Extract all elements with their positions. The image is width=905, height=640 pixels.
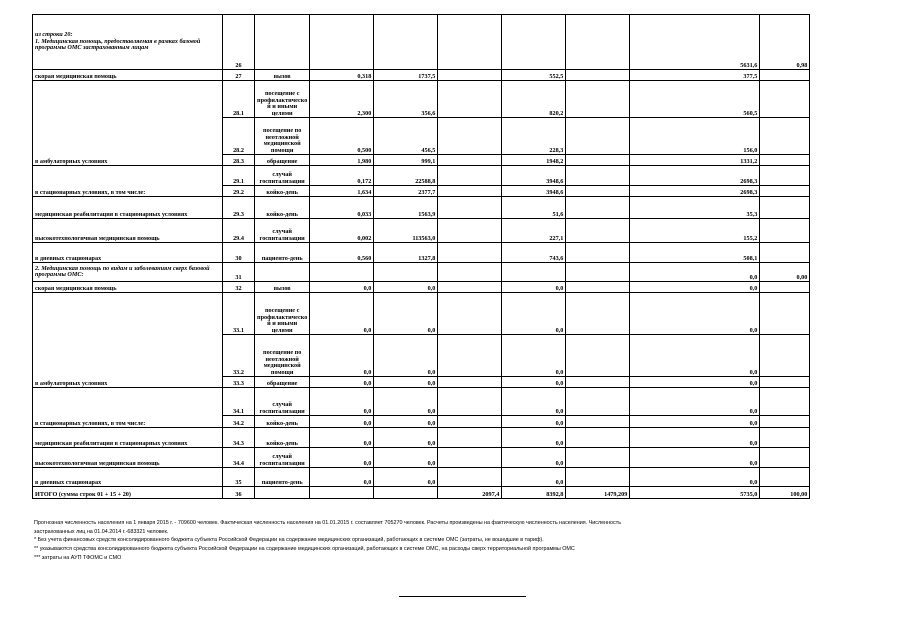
row-number: 28.2 <box>223 118 255 155</box>
value-cell <box>438 428 502 448</box>
value-cell: 0,0 <box>310 282 374 293</box>
value-cell <box>438 186 502 197</box>
value-cell: 227,1 <box>502 219 566 243</box>
footnote-star-1: * Без учета финансовых средств консолидированного бюджета субъекта Российской Федерации на содержание медицинских организаций, работающих в системе ОМС (затраты, не вошедшие в тариф). <box>34 537 544 544</box>
footnote-population: Прогнозная численность населения на 1 января 2015 г. - 709600 человек. Фактическая численность населения на 01.01.2015 г. составляет 705270 человек. Расчеты произведены на фактическую численность населения. Численность <box>34 520 622 526</box>
value-cell: 0,0 <box>310 448 374 468</box>
row-label: в амбулаторных условиях <box>33 293 223 388</box>
table-row <box>33 282 810 293</box>
value-cell: 0,0 <box>630 416 760 428</box>
value-cell: 0,0 <box>374 335 438 377</box>
value-cell: 0,0 <box>374 416 438 428</box>
row-number: 31 <box>223 263 255 282</box>
row-label: из строки 20: 1. Медицинская помощь, предоставляемая в рамках базовой программы ОМС застрахованным лицам <box>33 15 223 70</box>
value-cell: 0,0 <box>630 293 760 335</box>
value-cell: 0,0 <box>374 468 438 487</box>
value-cell: 2377,7 <box>374 186 438 197</box>
unit-cell: посещение по неотложной медицинской помощи <box>255 118 310 155</box>
value-cell: 552,5 <box>502 70 566 81</box>
row-number: 32 <box>223 282 255 293</box>
value-cell <box>566 468 630 487</box>
value-cell: 0,0 <box>374 428 438 448</box>
value-cell <box>438 197 502 219</box>
value-cell: 0,00 <box>760 263 810 282</box>
value-cell: 0,0 <box>374 388 438 416</box>
value-cell <box>566 388 630 416</box>
value-cell: 1948,2 <box>502 155 566 166</box>
value-cell: 2,300 <box>310 81 374 118</box>
value-cell: 0,0 <box>502 293 566 335</box>
row-number: 26 <box>223 15 255 70</box>
value-cell <box>760 118 810 155</box>
value-cell: 0,0 <box>310 416 374 428</box>
unit-cell: вызов <box>255 282 310 293</box>
table-row <box>33 166 810 186</box>
unit-cell: обращение <box>255 155 310 166</box>
row-label: в стационарных условиях, в том числе: <box>33 388 223 428</box>
value-cell <box>438 118 502 155</box>
value-cell: 0,0 <box>502 448 566 468</box>
value-cell: 0,0 <box>502 335 566 377</box>
value-cell <box>566 243 630 263</box>
value-cell: 0,0 <box>630 377 760 388</box>
value-cell <box>760 416 810 428</box>
value-cell <box>566 428 630 448</box>
row-label: в дневных стационарах <box>33 243 223 263</box>
value-cell <box>438 335 502 377</box>
value-cell: 155,2 <box>630 219 760 243</box>
unit-cell: случай госпитализации <box>255 166 310 186</box>
value-cell: 5631,6 <box>630 15 760 70</box>
signature-line <box>399 596 526 597</box>
row-number: 33.3 <box>223 377 255 388</box>
unit-cell: койко-день <box>255 197 310 219</box>
value-cell <box>310 487 374 499</box>
value-cell <box>566 282 630 293</box>
row-number: 35 <box>223 468 255 487</box>
row-label: медицинская реабилитация в стационарных условиях <box>33 197 223 219</box>
value-cell: 0,0 <box>630 468 760 487</box>
value-cell <box>760 388 810 416</box>
value-cell: 0,0 <box>502 428 566 448</box>
value-cell <box>760 70 810 81</box>
row-number: 33.2 <box>223 335 255 377</box>
row-number: 36 <box>223 487 255 499</box>
table-row <box>33 197 810 219</box>
value-cell <box>566 448 630 468</box>
row-number: 34.4 <box>223 448 255 468</box>
value-cell: 1479,209 <box>566 487 630 499</box>
row-label: ИТОГО (сумма строк 01 + 15 + 20) <box>33 487 223 499</box>
table-row <box>33 388 810 416</box>
value-cell: 22588,8 <box>374 166 438 186</box>
row-number: 33.1 <box>223 293 255 335</box>
value-cell <box>760 166 810 186</box>
value-cell: 35,3 <box>630 197 760 219</box>
value-cell: 2698,3 <box>630 166 760 186</box>
value-cell: 1327,8 <box>374 243 438 263</box>
value-cell <box>566 70 630 81</box>
row-number: 34.1 <box>223 388 255 416</box>
value-cell: 0,0 <box>374 282 438 293</box>
unit-cell: вызов <box>255 70 310 81</box>
footnote-star-2: ** указываются средства консолидированного бюджета субъекта Российской Федерации на содержание медицинских организаций, работающих в системе ОМС, на расходы сверх территориальной программы ОМС <box>34 545 575 552</box>
value-cell: 508,1 <box>630 243 760 263</box>
value-cell: 0,0 <box>310 468 374 487</box>
unit-cell <box>255 487 310 499</box>
row-label: медицинская реабилитация в стационарных условиях <box>33 428 223 448</box>
value-cell: 2698,3 <box>630 186 760 197</box>
total-row <box>33 487 810 499</box>
table-row <box>33 428 810 448</box>
value-cell: 0,0 <box>502 468 566 487</box>
value-cell: 0,0 <box>374 293 438 335</box>
value-cell <box>566 166 630 186</box>
unit-cell <box>255 15 310 70</box>
row-number: 29.1 <box>223 166 255 186</box>
value-cell: 0,0 <box>374 377 438 388</box>
value-cell <box>438 219 502 243</box>
table-row <box>33 70 810 81</box>
value-cell <box>374 15 438 70</box>
value-cell: 0,0 <box>630 388 760 416</box>
unit-cell: койко-день <box>255 186 310 197</box>
value-cell: 3948,6 <box>502 166 566 186</box>
value-cell: 0,0 <box>630 263 760 282</box>
value-cell: 0,0 <box>502 416 566 428</box>
value-cell: 0,0 <box>310 335 374 377</box>
value-cell <box>566 335 630 377</box>
unit-cell: обращение <box>255 377 310 388</box>
value-cell <box>310 263 374 282</box>
row-label: скорая медицинская помощь <box>33 282 223 293</box>
value-cell <box>502 263 566 282</box>
value-cell <box>760 282 810 293</box>
table-row <box>33 263 810 282</box>
value-cell: 0,560 <box>310 243 374 263</box>
footnotes <box>34 519 844 562</box>
value-cell: 0,002 <box>310 219 374 243</box>
value-cell <box>760 155 810 166</box>
value-cell: 1,634 <box>310 186 374 197</box>
value-cell <box>566 293 630 335</box>
value-cell: 0,0 <box>502 388 566 416</box>
value-cell <box>760 335 810 377</box>
unit-cell: случай госпитализации <box>255 388 310 416</box>
row-number: 34.3 <box>223 428 255 448</box>
value-cell: 113563,0 <box>374 219 438 243</box>
value-cell: 5735,0 <box>630 487 760 499</box>
value-cell <box>438 70 502 81</box>
table-row <box>33 293 810 335</box>
value-cell <box>760 81 810 118</box>
value-cell <box>310 15 374 70</box>
table-row <box>33 468 810 487</box>
value-cell <box>438 282 502 293</box>
value-cell: 156,0 <box>630 118 760 155</box>
value-cell <box>760 243 810 263</box>
row-number: 29.3 <box>223 197 255 219</box>
unit-cell: случай госпитализации <box>255 219 310 243</box>
value-cell: 1,980 <box>310 155 374 166</box>
value-cell: 2097,4 <box>438 487 502 499</box>
value-cell: 560,5 <box>630 81 760 118</box>
row-label: высокотехнологичная медицинская помощь <box>33 219 223 243</box>
row-number: 29.2 <box>223 186 255 197</box>
value-cell <box>566 416 630 428</box>
value-cell <box>566 15 630 70</box>
value-cell: 8392,8 <box>502 487 566 499</box>
row-number: 28.1 <box>223 81 255 118</box>
row-number: 29.4 <box>223 219 255 243</box>
value-cell: 0,0 <box>630 428 760 448</box>
value-cell <box>566 263 630 282</box>
value-cell <box>566 186 630 197</box>
value-cell <box>760 219 810 243</box>
value-cell <box>438 448 502 468</box>
value-cell <box>438 166 502 186</box>
value-cell <box>566 377 630 388</box>
unit-cell <box>255 263 310 282</box>
table-row <box>33 243 810 263</box>
unit-cell: пациенто-день <box>255 468 310 487</box>
row-label: скорая медицинская помощь <box>33 70 223 81</box>
value-cell: 820,2 <box>502 81 566 118</box>
table-row <box>33 448 810 468</box>
footnote-insured: застрахованных лиц на 01.04.2014 г.-683321 человек. <box>34 528 169 535</box>
financial-table <box>32 14 810 499</box>
value-cell <box>566 219 630 243</box>
footnote-star-3: *** затраты на АУП ТФОМС и СМО <box>34 554 122 561</box>
value-cell <box>566 197 630 219</box>
value-cell: 228,3 <box>502 118 566 155</box>
value-cell: 0,0 <box>310 377 374 388</box>
value-cell <box>760 293 810 335</box>
row-number: 30 <box>223 243 255 263</box>
value-cell: 0,98 <box>760 15 810 70</box>
value-cell: 0,0 <box>374 448 438 468</box>
value-cell <box>760 377 810 388</box>
value-cell: 51,6 <box>502 197 566 219</box>
value-cell: 0,0 <box>630 335 760 377</box>
unit-cell: койко-день <box>255 416 310 428</box>
value-cell: 0,0 <box>310 293 374 335</box>
value-cell <box>438 81 502 118</box>
value-cell <box>438 15 502 70</box>
unit-cell: случай госпитализации <box>255 448 310 468</box>
value-cell: 1563,9 <box>374 197 438 219</box>
row-number: 27 <box>223 70 255 81</box>
value-cell: 377,5 <box>630 70 760 81</box>
value-cell: 1331,2 <box>630 155 760 166</box>
value-cell: 0,0 <box>630 282 760 293</box>
row-label: 2. Медицинская помощь по видам и заболеваниям сверх базовой программы ОМС: <box>33 263 223 282</box>
row-number: 34.2 <box>223 416 255 428</box>
unit-cell: посещение с профилактическо й и иными целями <box>255 81 310 118</box>
table-row <box>33 15 810 70</box>
value-cell: 743,6 <box>502 243 566 263</box>
value-cell: 0,500 <box>310 118 374 155</box>
value-cell <box>438 155 502 166</box>
value-cell: 0,0 <box>502 282 566 293</box>
unit-cell: койко-день <box>255 428 310 448</box>
table-row <box>33 81 810 118</box>
value-cell: 1737,5 <box>374 70 438 81</box>
value-cell <box>438 263 502 282</box>
value-cell <box>438 388 502 416</box>
row-number: 28.3 <box>223 155 255 166</box>
value-cell: 0,0 <box>502 377 566 388</box>
row-label: высокотехнологичная медицинская помощь <box>33 448 223 468</box>
value-cell: 0,0 <box>310 388 374 416</box>
value-cell <box>760 428 810 448</box>
value-cell: 0,172 <box>310 166 374 186</box>
row-label: в стационарных условиях, в том числе: <box>33 166 223 197</box>
value-cell <box>438 468 502 487</box>
value-cell <box>566 155 630 166</box>
value-cell: 999,1 <box>374 155 438 166</box>
value-cell: 100,00 <box>760 487 810 499</box>
value-cell <box>566 81 630 118</box>
value-cell: 0,318 <box>310 70 374 81</box>
value-cell <box>760 197 810 219</box>
unit-cell: пациенто-день <box>255 243 310 263</box>
row-label: в амбулаторных условиях <box>33 81 223 166</box>
unit-cell: посещение по неотложной медицинской помощи <box>255 335 310 377</box>
value-cell: 0,0 <box>630 448 760 468</box>
value-cell <box>760 468 810 487</box>
unit-cell: посещение с профилактическо й и иными целями <box>255 293 310 335</box>
value-cell <box>438 377 502 388</box>
value-cell <box>438 243 502 263</box>
value-cell: 0,0 <box>310 428 374 448</box>
value-cell <box>438 293 502 335</box>
value-cell <box>502 15 566 70</box>
value-cell <box>374 263 438 282</box>
value-cell <box>438 416 502 428</box>
value-cell: 3948,6 <box>502 186 566 197</box>
value-cell: 0,033 <box>310 197 374 219</box>
value-cell <box>374 487 438 499</box>
value-cell <box>760 186 810 197</box>
row-label: в дневных стационарах <box>33 468 223 487</box>
table-row <box>33 219 810 243</box>
value-cell: 456,5 <box>374 118 438 155</box>
value-cell <box>566 118 630 155</box>
value-cell <box>760 448 810 468</box>
value-cell: 356,6 <box>374 81 438 118</box>
